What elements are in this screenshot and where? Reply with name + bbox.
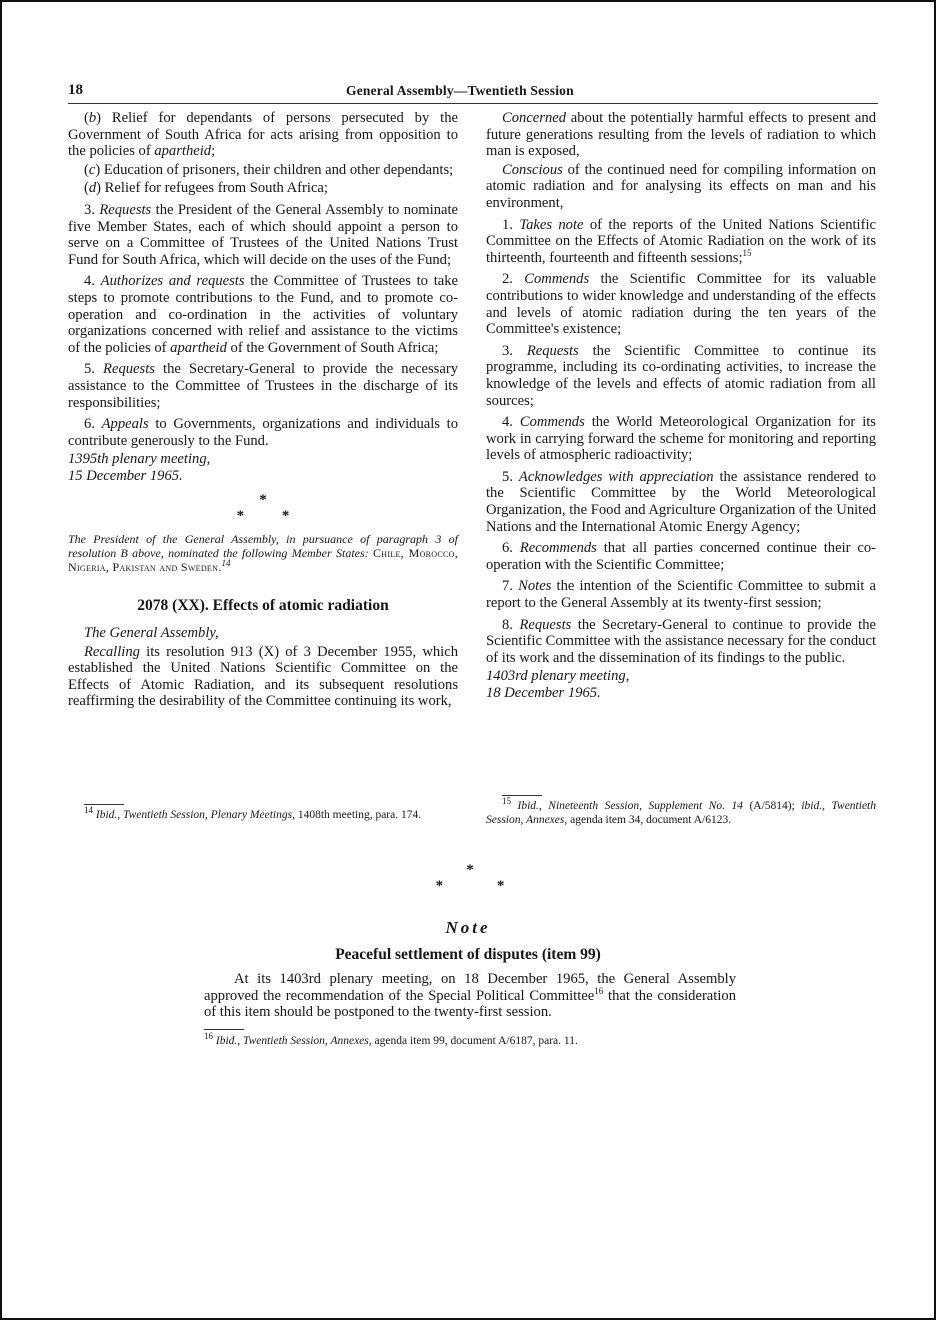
note-title: Note bbox=[445, 918, 491, 937]
page-number: 18 bbox=[68, 82, 83, 98]
footnote-15: $^{15}$ Ibid., Nineteenth Session, Supplement No. 14 (A/5814); ibid., Twentieth Session, Annexes, agenda item 34, document A/6123. bbox=[486, 796, 876, 826]
footnote-rule bbox=[204, 1029, 244, 1030]
preamble-paragraph: Concerned about the potentially harmful effects to present and future generations resulting from the levels of radiation to which man is exposed, bbox=[486, 110, 876, 160]
resolution-heading: 2078 (XX). Effects of atomic radiation bbox=[137, 597, 389, 615]
operative-paragraph: 3. Requests the President of the General Assembly to nominate five Member States, each of which should appoint a person to serve on a Committee of Trustees of the United Nations Trust Fund for South Africa, which will decide on the uses of the Fund; bbox=[68, 201, 459, 268]
item-d: (d) Relief for refugees from South Africa; bbox=[84, 180, 328, 197]
operative-paragraph: 4. Commends the World Meteorological Organization for its work in carrying forward the scheme for monitoring and reporting levels of atmospheric radioactivity; bbox=[486, 414, 876, 464]
item-b: (b) Relief for dependants of persons persecuted by the Government of South Africa for acts arising from opposition to the policies of apartheid; bbox=[68, 110, 458, 160]
section-separator: * * * bbox=[236, 492, 290, 525]
note-subtitle: Peaceful settlement of disputes (item 99) bbox=[335, 946, 601, 963]
item-c: (c) Education of prisoners, their children and other dependants; bbox=[84, 161, 454, 178]
operative-paragraph: 4. Authorizes and requests the Committee of Trustees to take steps to promote contributions to the Fund, and to promote co-operation and co-ordination in the activities of voluntary organizations concerned with relief and assistance to the victims of the policies of apartheid of the Government of South Africa; bbox=[68, 273, 458, 356]
operative-paragraph: 1. Takes note of the reports of the United Nations Scientific Committee on the Effects of Atomic Radiation on the work of its thirteenth, fourteenth and fifteenth sessions;$^{15}$ bbox=[486, 216, 876, 266]
operative-paragraph: 6. Recommends that all parties concerned continue their co-operation with the Scientific Committee; bbox=[486, 540, 877, 573]
running-header bbox=[68, 82, 878, 102]
operative-paragraph: 5. Acknowledges with appreciation the assistance rendered to the Scientific Committee by the World Meteorological Organization, the Food and Agriculture Organization of the United Nations and the International Atomic Energy Agency; bbox=[486, 468, 876, 535]
operative-paragraph: 7. Notes the intention of the Scientific Committee to submit a report to the General Assembly at its twenty-first session; bbox=[486, 578, 877, 612]
operative-paragraph: 6. Appeals to Governments, organizations and individuals to contribute generously to the Fund. bbox=[68, 416, 458, 449]
left-column bbox=[68, 110, 458, 712]
footnote-14: $^{14}$ Ibid., Twentieth Session, Plenary Meetings, 1408th meeting, para. 174. bbox=[84, 805, 422, 821]
right-column bbox=[486, 110, 876, 704]
operative-paragraph: 2. Commends the Scientific Committee for its valuable contributions to wider knowledge and understanding of the effects and levels of atomic radiation during the ten years of the Committee's existence; bbox=[486, 271, 877, 338]
header-rule bbox=[68, 103, 878, 104]
section-separator: * * * bbox=[435, 862, 505, 894]
meeting-signoff: 1403rd plenary meeting, 18 December 1965. bbox=[486, 668, 630, 701]
running-title: General Assembly—Twentieth Session bbox=[346, 83, 574, 98]
preamble-paragraph: Recalling its resolution 913 (X) of 3 December 1955, which established the United Nations Scientific Committee on the Effects of Atomic Radiation, and its subsequent resolutions reaffirming the desirability of the Committee continuing its work, bbox=[68, 643, 458, 710]
president-nomination-note: The President of the General Assembly, in pursuance of paragraph 3 of resolution B above, nominated the following Member States: Chile, Morocco, Nigeria, Pakistan and Sweden.$^{14}$ bbox=[68, 532, 459, 575]
operative-paragraph: 3. Requests the Scientific Committee to continue its programme, including its co-ordinating activities, to increase the knowledge of the levels and effects of atomic radiation from all sources; bbox=[486, 342, 876, 409]
operative-paragraph: 5. Requests the Secretary-General to provide the necessary assistance to the Committee of Trustees in the discharge of its responsibilities; bbox=[68, 361, 458, 411]
operative-paragraph: 8. Requests the Secretary-General to continue to provide the Scientific Committee with the assistance necessary for the conduct of its work and the dissemination of its findings to the public. bbox=[486, 616, 877, 666]
note-body: At its 1403rd plenary meeting, on 18 December 1965, the General Assembly approved the recommendation of the Special Political Committee$^{16}$ that the consideration of this item should be postponed to the twenty-first session. bbox=[204, 971, 736, 1021]
preamble-paragraph: Conscious of the continued need for compiling information on atomic radiation and for analysing its effects on man and his environment, bbox=[486, 161, 876, 211]
meeting-signoff: 1395th plenary meeting, 15 December 1965. bbox=[68, 451, 211, 484]
footnote-16: $^{16}$ Ibid., Twentieth Session, Annexes, agenda item 99, document A/6187, para. 11. bbox=[204, 1031, 578, 1047]
preamble-intro: The General Assembly, bbox=[84, 625, 219, 642]
